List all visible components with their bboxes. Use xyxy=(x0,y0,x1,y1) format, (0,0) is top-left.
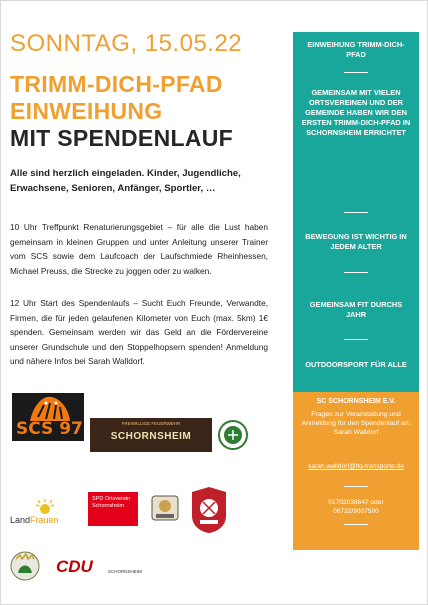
sun-icon xyxy=(32,497,58,515)
contact-email-link[interactable]: sarah.walldorf@ltq-transporte.de xyxy=(308,463,404,470)
title-line-2: EINWEIHUNG xyxy=(10,98,163,124)
paragraph-meeting: 10 Uhr Treffpunkt Renaturierungsgebiet – für alle die Lust haben gemeinsam in kleinen Gruppen und unter Anleitung unserer Trainer vom SCS sowie dem Laufcoach der Laufschmiede Rheinhessen, Michael Preuss, die Strecke zu joggen oder zu walken. xyxy=(10,222,268,276)
spd-logo xyxy=(88,492,138,526)
landfrauen-text xyxy=(10,515,59,525)
contact-club: SC SCHORNSHEIM E.V. xyxy=(316,398,396,405)
landfrauen-text-b: Frauen xyxy=(30,515,59,525)
sidebar-item-outdoor: OUTDOORSPORT FÜR ALLE xyxy=(305,360,407,369)
info-sidebar xyxy=(293,32,419,394)
sidebar-divider xyxy=(344,72,368,73)
spd-text: SPD Ortsverein Schornsheim xyxy=(92,496,131,509)
sidebar-item-movement: BEWEGUNG IST WICHTIG IN JEDEM ALTER xyxy=(305,232,407,251)
ff-small-text: FREIWILLIGE FEUERWEHR xyxy=(121,421,181,426)
contact-text: Fragen zur Veranstaltung und Anmeldung für den Spendenlauf an: Sarah Walldorf xyxy=(301,411,411,436)
cdu-sub-text: SCHORNSHEIM xyxy=(108,569,142,574)
sidebar-item-fit: GEMEINSAM FIT DURCHS JAHR xyxy=(309,300,403,319)
contact-divider xyxy=(344,524,368,525)
association-emblem-icon xyxy=(146,488,184,526)
cdu-logo xyxy=(46,554,144,580)
event-date: SONNTAG, 15.05.22 xyxy=(10,30,243,57)
event-subtitle: MIT SPENDENLAUF xyxy=(10,125,233,151)
sidebar-item-community: GEMEINSAM MIT VIELEN ORTSVEREINEN UND DER GEMEINDE HABEN WIR DEN ERSTEN TRIMM-DICH-PFAD IN SCHORNSHEIM ERRICHTET xyxy=(301,88,411,137)
landfrauen-text-a: Land xyxy=(10,515,31,525)
contact-box xyxy=(293,392,419,550)
fire-brigade-logo xyxy=(90,418,212,452)
tennis-club-icon xyxy=(190,486,228,534)
ff-big-text: SCHORNSHEIM xyxy=(110,431,192,442)
landfrauen-logo xyxy=(10,497,80,527)
sidebar-divider xyxy=(344,339,368,340)
title-line-1: TRIMM-DICH-PFAD xyxy=(10,71,223,97)
sidebar-divider xyxy=(344,272,368,273)
contact-phone-1: 01702038647 oder xyxy=(328,499,384,506)
club-badge-icon xyxy=(10,551,40,581)
scs97-logo xyxy=(12,393,84,441)
intro-text: Alle sind herzlich eingeladen. Kinder, Jugendliche, Erwachsene, Senioren, Anfänger, Sportler, … xyxy=(10,168,241,194)
contact-phone-2: 06732/9007500 xyxy=(333,508,379,515)
sidebar-item-inauguration: EINWEIHUNG TRIMM-DICH-PFAD xyxy=(307,40,405,59)
event-title xyxy=(10,71,223,125)
contact-divider xyxy=(344,486,368,487)
cdu-text: CDU xyxy=(56,557,93,576)
scs-text: SCS 97 xyxy=(16,419,83,439)
sidebar-divider xyxy=(344,212,368,213)
paragraph-charity-run: 12 Uhr Start des Spendenlaufs – Sucht Euch Freunde, Verwandte, Firmen, die für jeden gelaufenen Kilometer von Euch (max. 5km) 1€ spenden. Gemeinsam werden wir das Geld an die Fördervereine unserer Grundschule und den Stoppelhopsern spenden! Anmeldung und nähere Infos bei Sarah Walldorf. xyxy=(10,298,268,367)
tsv-club-icon xyxy=(218,420,248,450)
